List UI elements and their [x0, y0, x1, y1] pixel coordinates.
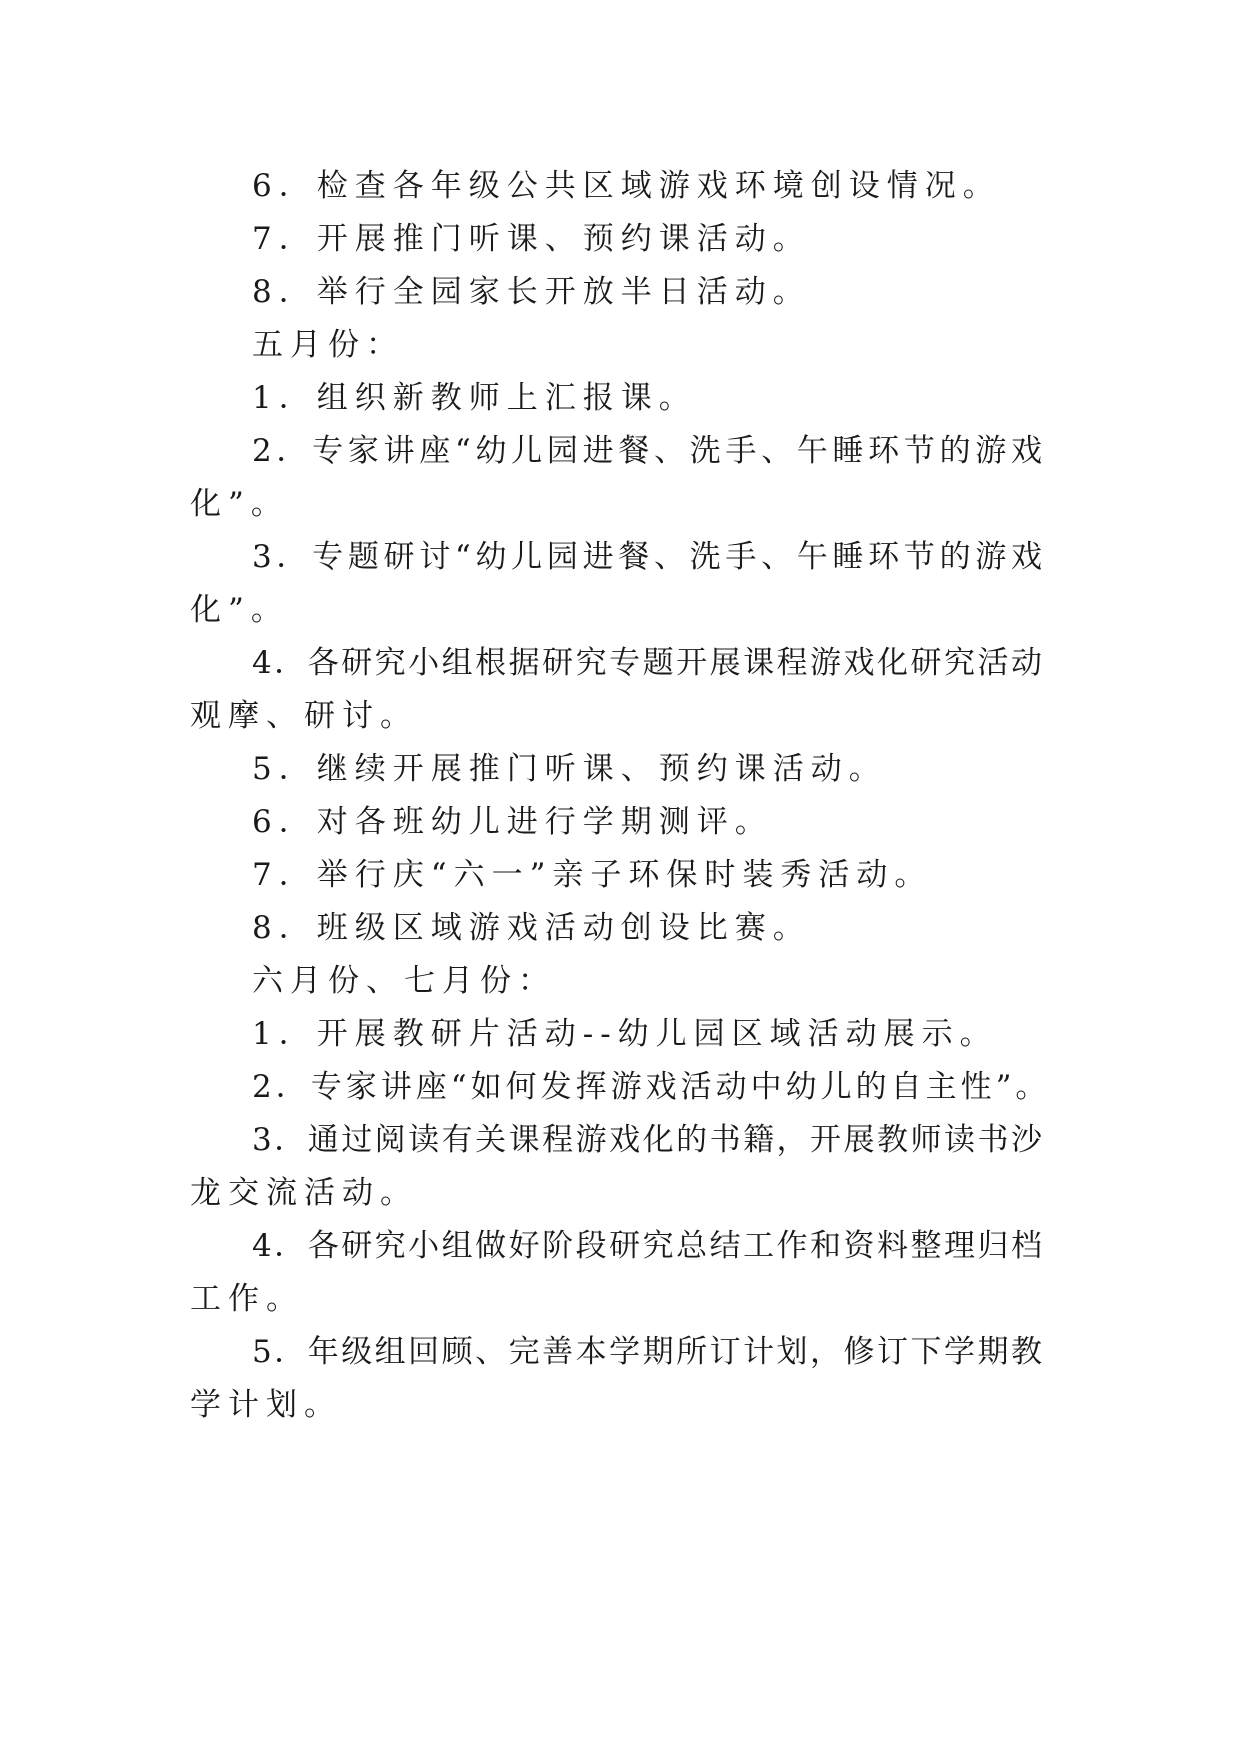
- plan-item-june-1: 1．开展教研片活动--幼儿园区域活动展示。: [252, 1016, 998, 1052]
- plan-item-may-4-line1: 4．各研究小组根据研究专题开展课程游戏化研究活动: [252, 645, 1042, 681]
- plan-item-april-7: 7．开展推门听课、预约课活动。: [252, 221, 811, 257]
- plan-item-june-2: 2．专家讲座“如何发挥游戏活动中幼儿的自主性”。: [252, 1069, 1051, 1105]
- plan-item-may-7: 7．举行庆“六一”亲子环保时装秀活动。: [252, 857, 933, 893]
- plan-item-june-5-line1: 5．年级组回顾、完善本学期所订计划，修订下学期教: [252, 1334, 1042, 1370]
- plan-item-june-4-line2: 工作。: [190, 1281, 304, 1317]
- plan-item-may-1: 1．组织新教师上汇报课。: [252, 380, 697, 416]
- plan-item-may-3-line1: 3．专题研讨“幼儿园进餐、洗手、午睡环节的游戏: [252, 539, 1042, 575]
- plan-item-april-8: 8．举行全园家长开放半日活动。: [252, 274, 811, 310]
- plan-item-may-8: 8．班级区域游戏活动创设比赛。: [252, 910, 811, 946]
- plan-item-may-6: 6．对各班幼儿进行学期测评。: [252, 804, 773, 840]
- plan-item-may-2-line1: 2．专家讲座“幼儿园进餐、洗手、午睡环节的游戏: [252, 433, 1042, 469]
- plan-item-june-5-line2: 学计划。: [190, 1387, 342, 1423]
- plan-item-june-3-line2: 龙交流活动。: [190, 1175, 418, 1211]
- plan-item-may-2-line2: 化”。: [190, 486, 289, 522]
- plan-item-june-4-line1: 4．各研究小组做好阶段研究总结工作和资料整理归档: [252, 1228, 1042, 1264]
- section-heading-may: 五月份：: [252, 327, 404, 363]
- plan-item-april-6: 6．检查各年级公共区域游戏环境创设情况。: [252, 168, 1001, 204]
- plan-item-may-4-line2: 观摩、研讨。: [190, 698, 418, 734]
- plan-item-may-3-line2: 化”。: [190, 592, 289, 628]
- plan-item-june-3-line1: 3．通过阅读有关课程游戏化的书籍，开展教师读书沙: [252, 1122, 1042, 1158]
- section-heading-june-july: 六月份、七月份：: [252, 963, 556, 999]
- plan-item-may-5: 5．继续开展推门听课、预约课活动。: [252, 751, 887, 787]
